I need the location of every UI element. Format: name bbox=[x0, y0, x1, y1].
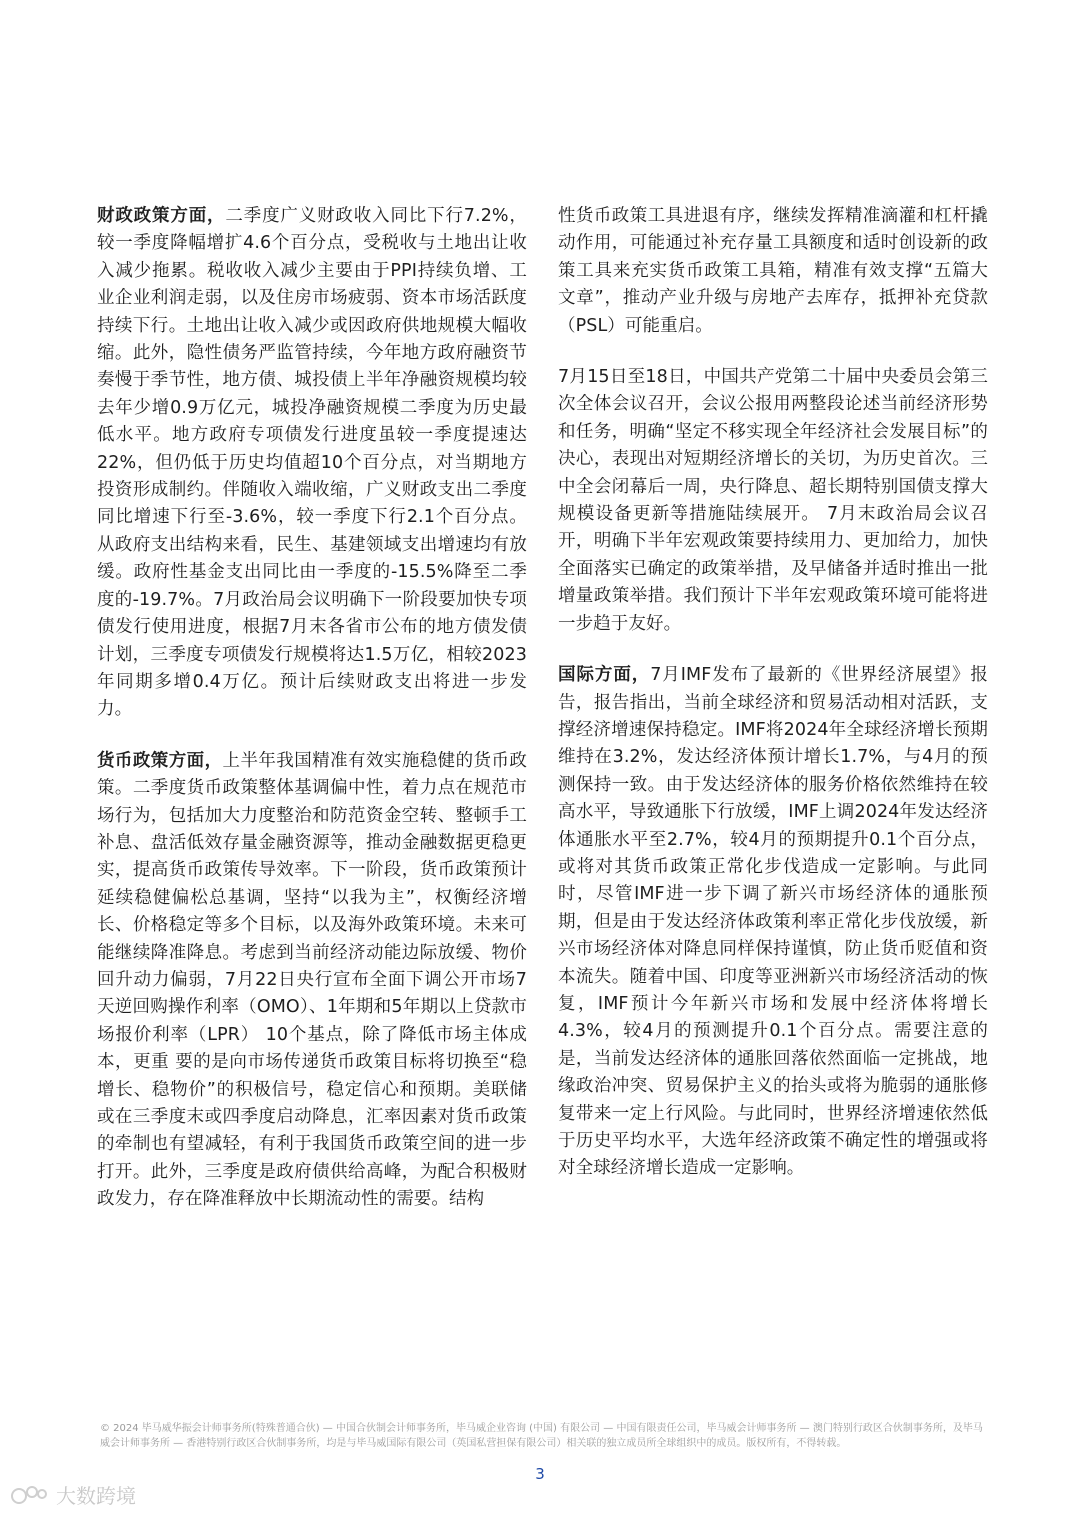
right-column bbox=[558, 203, 988, 1207]
fiscal-policy-heading: 财政政策方面， bbox=[97, 206, 226, 226]
international-heading: 国际方面， bbox=[558, 665, 651, 686]
watermark bbox=[10, 1480, 136, 1509]
left-column bbox=[97, 203, 527, 1238]
copyright-footer: © 2024 毕马威华振会计师事务所(特殊普通合伙) — 中国合伙制会计师事务所，毕马威企业咨询 (中国) 有限公司 — 中国有限责任公司，毕马威会计师事务所 — 澳门特别行政区合伙制事务所，及毕马威会计师事务所 — 香港特别行政区合伙制事务所，均是与毕马威国际有限公司（英国私营担保有限公司）相关联的独立成员所全球组织中的成员。版权所有，不得转载。 bbox=[100, 1423, 983, 1449]
monetary-policy-continued-paragraph bbox=[558, 203, 988, 340]
page-number: 3 bbox=[535, 1465, 545, 1483]
monetary-policy-heading: 货币政策方面， bbox=[97, 750, 223, 771]
monetary-policy-paragraph bbox=[97, 748, 527, 1214]
monetary-policy-text: 上半年我国精准有效实施稳健的货币政策。二季度货币政策整体基调偏中性，着力点在规范市场行为，包括加大力度整治和防范资金空转、整顿手工补息、盘活低效存量金融资源等，推动金融数据更稳更实，提高货币政策传导效率。下一阶段，货币政策预计延续稳健偏松总基调，坚持“以我为主”，权衡经济增长、价格稳定等多个目标，以及海外政策环境。未来可能继续降准降息。考虑到当前经济动能边际放缓、物价回升动力偏弱，7月22日央行宣布全面下调公开市场7天逆回购操作利率（OMO）、1年期和5年期以上贷款市场报价利率（LPR） 10个基点，除了降低市场主体成本，更重 要的是向市场传递货币政策目标将切换至“稳增长、稳物价”的积极信号，稳定信心和预期。美联储或在三季度末或四季度启动降息，汇率因素对货币政策的牵制也有望减轻，有利于我国货币政策空间的进一步打开。此外，三季度是政府债供给高峰，为配合积极财政发力，存在降准释放中长期流动性的需要。结构 bbox=[97, 750, 527, 1210]
monetary-policy-continued-text: 性货币政策工具进退有序，继续发挥精准滴灌和杠杆撬动作用，可能通过补充存量工具额度和适时创设新的政策工具来充实货币政策工具箱，精准有效支撑“五篇大文章”，推动产业升级与房地产去库存，抵押补充贷款（PSL）可能重启。 bbox=[558, 206, 988, 336]
plenum-text: 7月15日至18日，中国共产党第二十届中央委员会第三次全体会议召开，会议公报用两整段论述当前经济形势和任务，明确“坚定不移实现全年经济社会发展目标”的决心，表现出对短期经济增长的关切，为历史首次。三中全会闭幕后一周，央行降息、超长期特别国债支撑大规模设备更新等措施陆续展开。 7月末政治局会议召开，明确下半年宏观政策要持续用力、更加给力，加快全面落实已确定的政策举措，及早储备并适时推出一批增量政策举措。我们预计下半年宏观政策环境可能将进一步趋于友好。 bbox=[558, 367, 988, 634]
international-paragraph bbox=[558, 662, 988, 1183]
plenum-paragraph bbox=[558, 364, 988, 638]
watermark-text: 大数跨境 bbox=[56, 1484, 136, 1508]
fiscal-policy-text: 二季度广义财政收入同比下行7.2%，较一季度降幅增扩4.6个百分点，受税收与土地出让收入减少拖累。税收收入减少主要由于PPI持续负增、工业企业利润走弱，以及住房市场疲弱、资本市场活跃度持续下行。土地出让收入减少或因政府供地规模大幅收缩。此外，隐性债务严监管持续，今年地方政府融资节奏慢于季节性，地方债、城投债上半年净融资规模均较去年少增0.9万亿元，城投净融资规模二季度为历史最低水平。地方政府专项债发行进度虽较一季度提速达22%，但仍低于历史均值超10个百分点，对当期地方投资形成制约。伴随收入端收缩，广义财政支出二季度同比增速下行至-3.6%，较一季度下行2.1个百分点。从政府支出结构来看，民生、基建领域支出增速均有放缓。政府性基金支出同比由一季度的-15.5%降至二季度的-19.7%。7月政治局会议明确下一阶段要加快专项债发行使用进度，根据7月末各省市公布的地方债发债计划，三季度专项债发行规模将达1.5万亿，相较2023年同期多增0.4万亿。预计后续财政支出将进一步发力。 bbox=[97, 206, 528, 720]
international-text: 7月IMF发布了最新的《世界经济展望》报告，报告指出，当前全球经济和贸易活动相对活跃，支撑经济增速保持稳定。IMF将2024年全球经济增长预期维持在3.2%，发达经济体预计增长1.7%，与4月的预测保持一致。由于发达经济体的服务价格依然维持在较高水平，导致通胀下行放缓，IMF上调2024年发达经济体通胀水平至2.7%，较4月的预期提升0.1个百分点，或将对其货币政策正常化步伐造成一定影响。与此同时，尽管IMF进一步下调了新兴市场经济体的通胀预期，但是由于发达经济体政策利率正常化步伐放缓，新兴市场经济体对降息同样保持谨慎，防止货币贬值和资本流失。随着中国、印度等亚洲新兴市场经济活动的恢复，IMF预计今年新兴市场和发展中经济体将增长4.3%，较4月的预测提升0.1个百分点。需要注意的是，当前发达经济体的通胀回落依然面临一定挑战，地缘政治冲突、贸易保护主义的抬头或将为脆弱的通胀修复带来一定上行风险。与此同时，世界经济增速依然低于历史平均水平，大选年经济政策不确定性的增强或将对全球经济增长造成一定影响。 bbox=[558, 665, 988, 1179]
watermark-logo-icon bbox=[10, 1482, 50, 1508]
fiscal-policy-paragraph bbox=[97, 203, 527, 724]
